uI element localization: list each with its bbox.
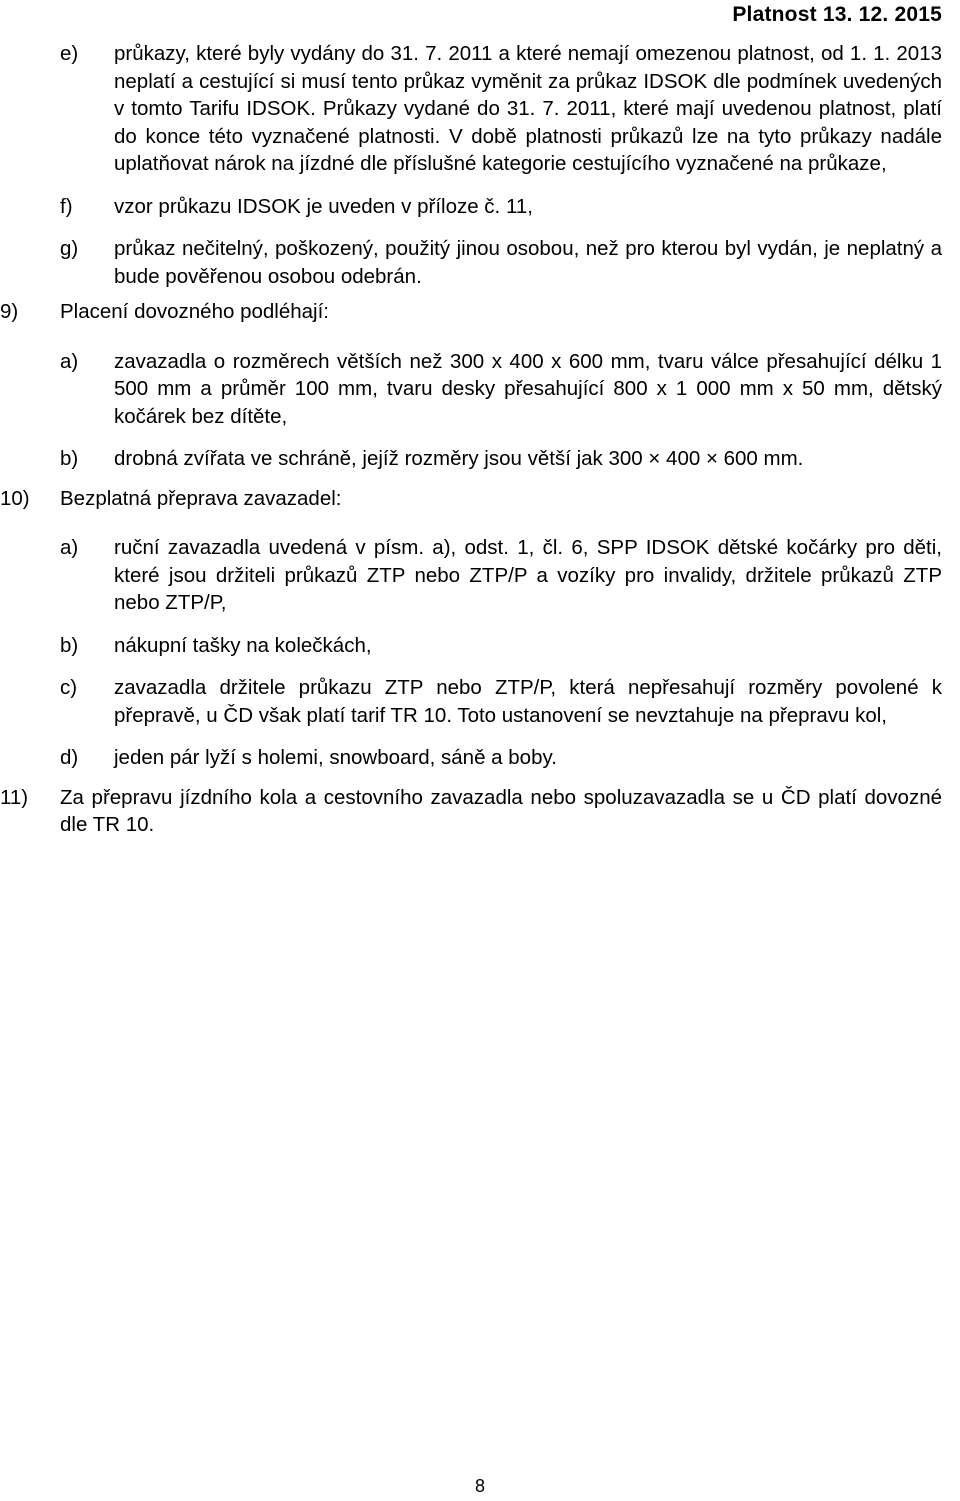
section-9-item-b xyxy=(0,445,960,473)
list-marker: a) xyxy=(60,536,79,559)
section-9-item-a xyxy=(0,348,960,431)
section-marker: 10) xyxy=(0,486,30,510)
section-heading-text: Bezplatná přeprava zavazadel: xyxy=(60,486,342,510)
list-item-text: nákupní tašky na kolečkách, xyxy=(114,633,372,657)
list-item-text: vzor průkazu IDSOK je uveden v příloze č. 11, xyxy=(114,194,533,218)
list-item-text: zavazadla držitele průkazu ZTP nebo ZTP/P, která nepřesahují rozměry povolené k přepravě, u ČD však platí tarif TR 10. Toto ustanovení se nevztahuje na přepravu kol, xyxy=(114,676,942,727)
section-marker: 9) xyxy=(0,300,19,323)
section-10-item-c xyxy=(0,674,960,729)
section-marker: 11) xyxy=(0,785,29,809)
list-item-text: drobná zvířata ve schráně, jejíž rozměry jsou větší jak 300 × 400 × 600 mm. xyxy=(114,447,804,470)
list-marker: c) xyxy=(60,676,78,699)
list-item-text: průkazy, které byly vydány do 31. 7. 2011 a které nemají omezenou platnost, od 1. 1. 2013 neplatí a cestující si musí tento průkaz vyměnit za průkaz IDSOK dle podmínek uvedených v tomto Tarifu IDSOK. Průkazy vydané do 31. 7. 2011, které mají uvedenou platnost, platí do konce této vyznačené platnosti. V době platnosti průkazů lze na tyto průkazy nadále uplatňovat nárok na jízdné dle příslušné kategorie cestujícího vyznačené na průkaze, xyxy=(114,42,942,175)
list-marker: d) xyxy=(60,746,79,769)
section-9-heading xyxy=(0,298,960,326)
section-10-item-d xyxy=(0,744,960,772)
section-text: Za přepravu jízdního kola a cestovního zavazadla nebo spoluzavazadla se u ČD platí dovozné dle TR 10. xyxy=(60,785,942,836)
section-heading-text: Placení dovozného podléhají: xyxy=(60,300,329,323)
section-11 xyxy=(0,784,960,839)
list-item-e xyxy=(0,40,960,178)
list-marker: b) xyxy=(60,633,79,657)
list-marker: a) xyxy=(60,349,79,373)
section-10-item-b xyxy=(0,632,960,660)
list-item-text: zavazadla o rozměrech větších než 300 x 400 x 600 mm, tvaru válce přesahující délku 1 500 mm a průměr 100 mm, tvaru desky přesahující 800 x 1 000 mm x 50 mm, dětský kočárek bez dítěte, xyxy=(114,349,942,428)
list-item-text: ruční zavazadla uvedená v písm. a), odst. 1, čl. 6, SPP IDSOK dětské kočárky pro děti, které jsou držiteli průkazů ZTP nebo ZTP/P a vozíky pro invalidy, držitele průkazů ZTP nebo ZTP/P, xyxy=(114,536,942,614)
page-number: 8 xyxy=(474,1476,485,1496)
document-body xyxy=(0,40,960,854)
list-item-text: jeden pár lyží s holemi, snowboard, sáně a boby. xyxy=(114,746,557,769)
section-10-item-a xyxy=(0,534,960,617)
list-item-text: průkaz nečitelný, poškozený, použitý jinou osobou, než pro kterou byl vydán, je neplatný a bude pověřenou osobou odebrán. xyxy=(114,237,942,288)
list-item-f xyxy=(0,193,960,221)
list-marker: e) xyxy=(60,42,79,65)
list-marker: f) xyxy=(60,194,73,218)
list-item-g xyxy=(0,235,960,290)
validity-date-header: Platnost 13. 12. 2015 xyxy=(732,3,942,26)
list-marker: b) xyxy=(60,447,79,470)
section-10-heading xyxy=(0,485,960,513)
list-marker: g) xyxy=(60,237,79,260)
